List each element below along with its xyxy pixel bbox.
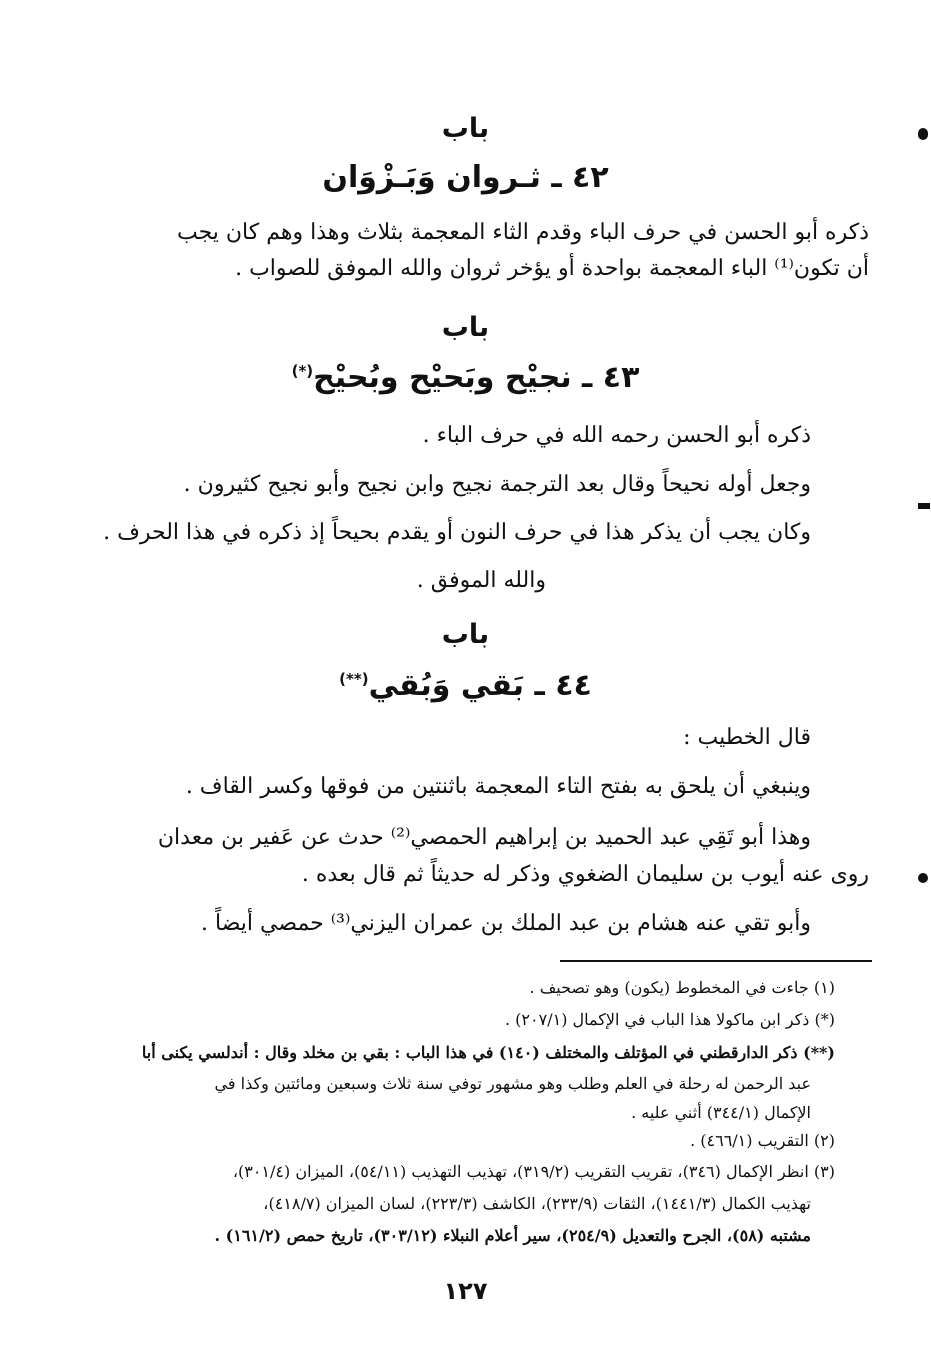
section-44-line-4: روى عنه أيوب بن سليمان الضغوي وذكر له حديثاً ثم قال بعده . [301, 862, 869, 887]
section-44-title-text: ٤٤ ـ بَقي وَبُقي [368, 668, 592, 703]
margin-mark-lower [918, 873, 928, 883]
section-42-title: ٤٢ ـ ثـروان وَبَـزْوَان [322, 160, 609, 195]
page-number: ١٢٧ [443, 1277, 488, 1305]
footnote-3-line-2: تهذيب الكمال (١٤٤١/٣)، الثقات (٢٣٣/٩)، الكاشف (٢٢٣/٣)، لسان الميزان (٤١٨/٧)، [263, 1194, 811, 1213]
section-42-line-2: أن تكون⁽¹⁾ الباء المعجمة بواحدة أو يؤخر ثروان والله الموفق للصواب . [235, 256, 869, 281]
footnote-double-star-line-3: الإكمال (٣٤٤/١) أثني عليه . [631, 1103, 811, 1122]
section-44-title [0, 668, 931, 703]
footnote-star: (*) ذكر ابن ماكولا هذا الباب في الإكمال (٢٠٧/١) . [505, 1010, 835, 1029]
section-43-bab-heading: باب [441, 312, 490, 343]
section-44-line-2: وينبغي أن يلحق به بفتح التاء المعجمة باثنتين من فوقها وكسر القاف . [185, 774, 811, 799]
section-43-line-3: وكان يجب أن يذكر هذا في حرف النون أو يقدم بحيحاً إذ ذكره في هذا الحرف . [103, 520, 811, 545]
section-44-line-1: قال الخطيب : [683, 725, 811, 750]
section-43-line-4: والله الموفق . [416, 568, 546, 593]
margin-mark-middle [918, 503, 930, 509]
section-43-line-1: ذكره أبو الحسن رحمه الله في حرف الباء . [422, 423, 811, 448]
footnote-3-line-3: مشتبه (٥٨)، الجرح والتعديل (٢٥٤/٩)، سير أعلام النبلاء (٣٠٣/١٢)، تاريخ حمص (١٦١/٢) . [214, 1226, 811, 1245]
footnote-1: (١) جاءت في المخطوط (يكون) وهو تصحيف . [529, 978, 835, 997]
section-43-title-mark: (*) [291, 362, 314, 380]
section-43-title-text: ٤٣ ـ نجيْح وبَحيْح وبُحيْح [313, 360, 640, 395]
footnote-double-star-line-2: عبد الرحمن له رحلة في العلم وطلب وهو مشهور توفي سنة ثلاث وسبعين ومائتين وكذا في [214, 1074, 811, 1093]
footnote-3-line-1: (٣) انظر الإكمال (٣٤٦)، تقريب التقريب (٣١٩/٢)، تهذيب التهذيب (٥٤/١١)، الميزان (٣٠١/٤)، [232, 1162, 835, 1181]
section-44-title-mark: (**) [339, 670, 369, 688]
section-42-line-1: ذكره أبو الحسن في حرف الباء وقدم الثاء المعجمة بثلاث وهذا وهم كان يجب [176, 220, 869, 245]
section-44-line-3: وهذا أبو تَقِي عبد الحميد بن إبراهيم الحمصي⁽²⁾ حدث عن عَفير بن معدان [157, 825, 811, 850]
footnote-double-star-line-1: (**) ذكر الدارقطني في المؤتلف والمختلف (١٤٠) في هذا الباب : بقي بن مخلد وقال : أندلسي يكنى أبا [141, 1043, 835, 1062]
footnote-2: (٢) التقريب (٤٦٦/١) . [690, 1131, 835, 1150]
section-43-line-2: وجعل أوله نحيحاً وقال بعد الترجمة نجيح وابن نجيح وأبو نجيح كثيرون . [183, 472, 811, 497]
footnote-separator [560, 960, 872, 962]
section-44-bab-heading: باب [441, 619, 490, 650]
section-42-bab-heading: باب [441, 113, 490, 144]
section-44-line-5: وأبو تقي عنه هشام بن عبد الملك بن عمران اليزني⁽³⁾ حمصي أيضاً . [201, 911, 811, 936]
section-43-title [0, 360, 931, 395]
